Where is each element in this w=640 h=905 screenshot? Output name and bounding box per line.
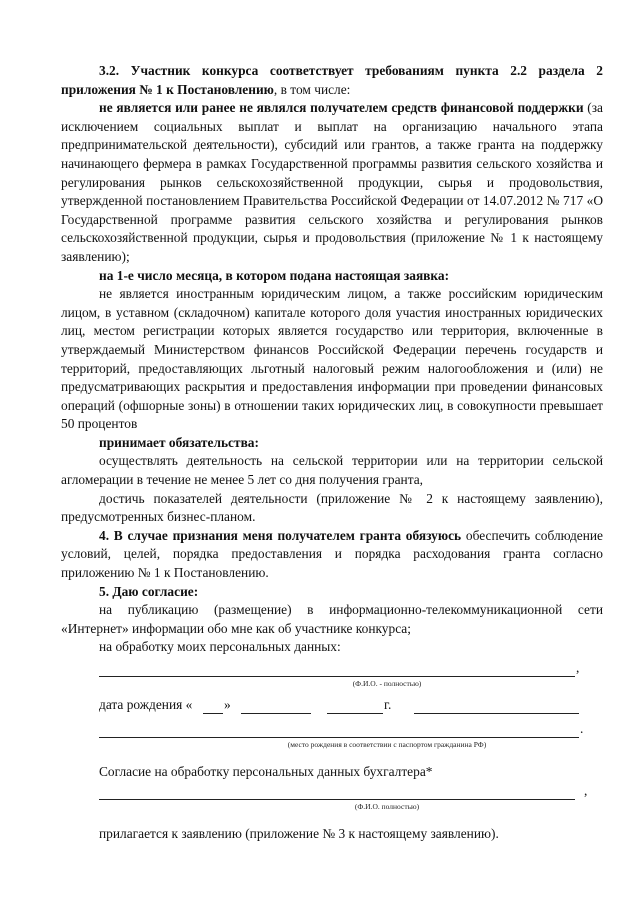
fio-caption: (Ф.И.О. - полностью): [352, 679, 422, 688]
section-4: [61, 527, 603, 583]
accountant-fio-caption: (Ф.И.О. полностью): [354, 801, 420, 811]
section-5-heading: 5. Даю согласие:: [99, 583, 199, 599]
section-4-text: обеспечить соблюдение условий, целей, порядка предоставления и порядка расходования гранта согласно приложению № 1 к Постановлению.: [61, 527, 603, 581]
fio-comma: ,: [576, 660, 580, 675]
birthplace-underline: [99, 737, 579, 738]
dob-year-suffix: г.: [384, 697, 392, 712]
foreign-paragraph: не является иностранным юридическим лицом, а также российским юридическим лицом, в уставном (складочном) капитале которого доля участия иностранных юридических лиц, местом регистрации которых является государство или территория, включенные в утверждаемый Министерством финансов Российской Федерации перечень государств и территорий, предоставляющих льготный налоговый режим налогообложения и (или) не предусматривающих раскрытия и предоставления информации при проведении финансовых операций (офшорные зоны) в отношении таких юридических лиц, в совокупности превышает 50 процентов: [61, 286, 603, 432]
section-4-bold: 4. В случае признания меня получателем гранта обязуюсь: [99, 527, 462, 543]
month-heading: на 1-е число месяца, в котором подана настоящая заявка:: [99, 267, 450, 283]
accountant-fio-comma: ,: [584, 782, 588, 798]
support-text: (за исключением социальных выплат и выплат на организацию начального этапа предпринимательской деятельности), субсидий или грантов, а также гранта на поддержку начинающего фермера в рамках Государственной программы развития сельского хозяйства и регулирования рынков сельскохозяйственной продукции, сырья и продовольствия, утвержденной постановлением Правительства Российской Федерации от 14.07.2012 № 717 «О Государственной программе развития сельского хозяйства и регулирования рынков сельскохозяйственной продукции, сырья и продовольствия (приложение № 1 к настоящему заявлению);: [61, 100, 603, 264]
birthplace-period: .: [580, 721, 584, 736]
section-3-2-tail: , в том числе:: [273, 81, 351, 97]
section-3-2-lead: 3.2. Участник конкурса соответствует требованиям пункта 2.2 раздела 2 приложения № 1 к Постановлению: [61, 63, 603, 97]
dob-label: дата рождения «: [99, 697, 193, 712]
birthplace-caption: (место рождения в соответствии с паспортом гражданина РФ): [287, 740, 487, 749]
obligation-1: осуществлять деятельность на сельской территории или на территории сельской агломерации в течение не менее 5 лет со дня получения гранта,: [61, 453, 603, 488]
dob-row: [61, 696, 603, 718]
consent-personal-data: на обработку моих персональных данных:: [99, 639, 341, 655]
accountant-consent: Согласие на обработку персональных данных бухгалтера*: [99, 764, 433, 779]
obligation-2: достичь показателей деятельности (приложение № 2 к настоящему заявлению), предусмотренных бизнес-планом.: [61, 490, 603, 525]
accountant-fio-line[interactable]: [61, 782, 603, 802]
dob-close-quote: »: [224, 697, 231, 712]
fio-underline: [99, 676, 575, 677]
attached-note: прилагается к заявлению (приложение № 3 к настоящему заявлению).: [99, 825, 499, 841]
dob-day-field[interactable]: [203, 713, 223, 714]
fio-line[interactable]: [61, 659, 603, 679]
support-bold: не является или ранее не являлся получателем средств финансовой поддержки: [99, 100, 584, 116]
obligation-heading: принимает обязательства:: [99, 434, 259, 450]
dob-extra-field[interactable]: [414, 713, 579, 714]
section-3-2: [61, 62, 603, 99]
consent-publication: на публикацию (размещение) в информационно-телекоммуникационной сети «Интернет» информации обо мне как об участнике конкурса;: [61, 602, 603, 636]
accountant-fio-underline: [99, 799, 575, 800]
dob-month-field[interactable]: [241, 713, 311, 714]
dob-year-field[interactable]: [327, 713, 383, 714]
support-paragraph: [61, 99, 603, 266]
birthplace-line[interactable]: [61, 720, 603, 740]
